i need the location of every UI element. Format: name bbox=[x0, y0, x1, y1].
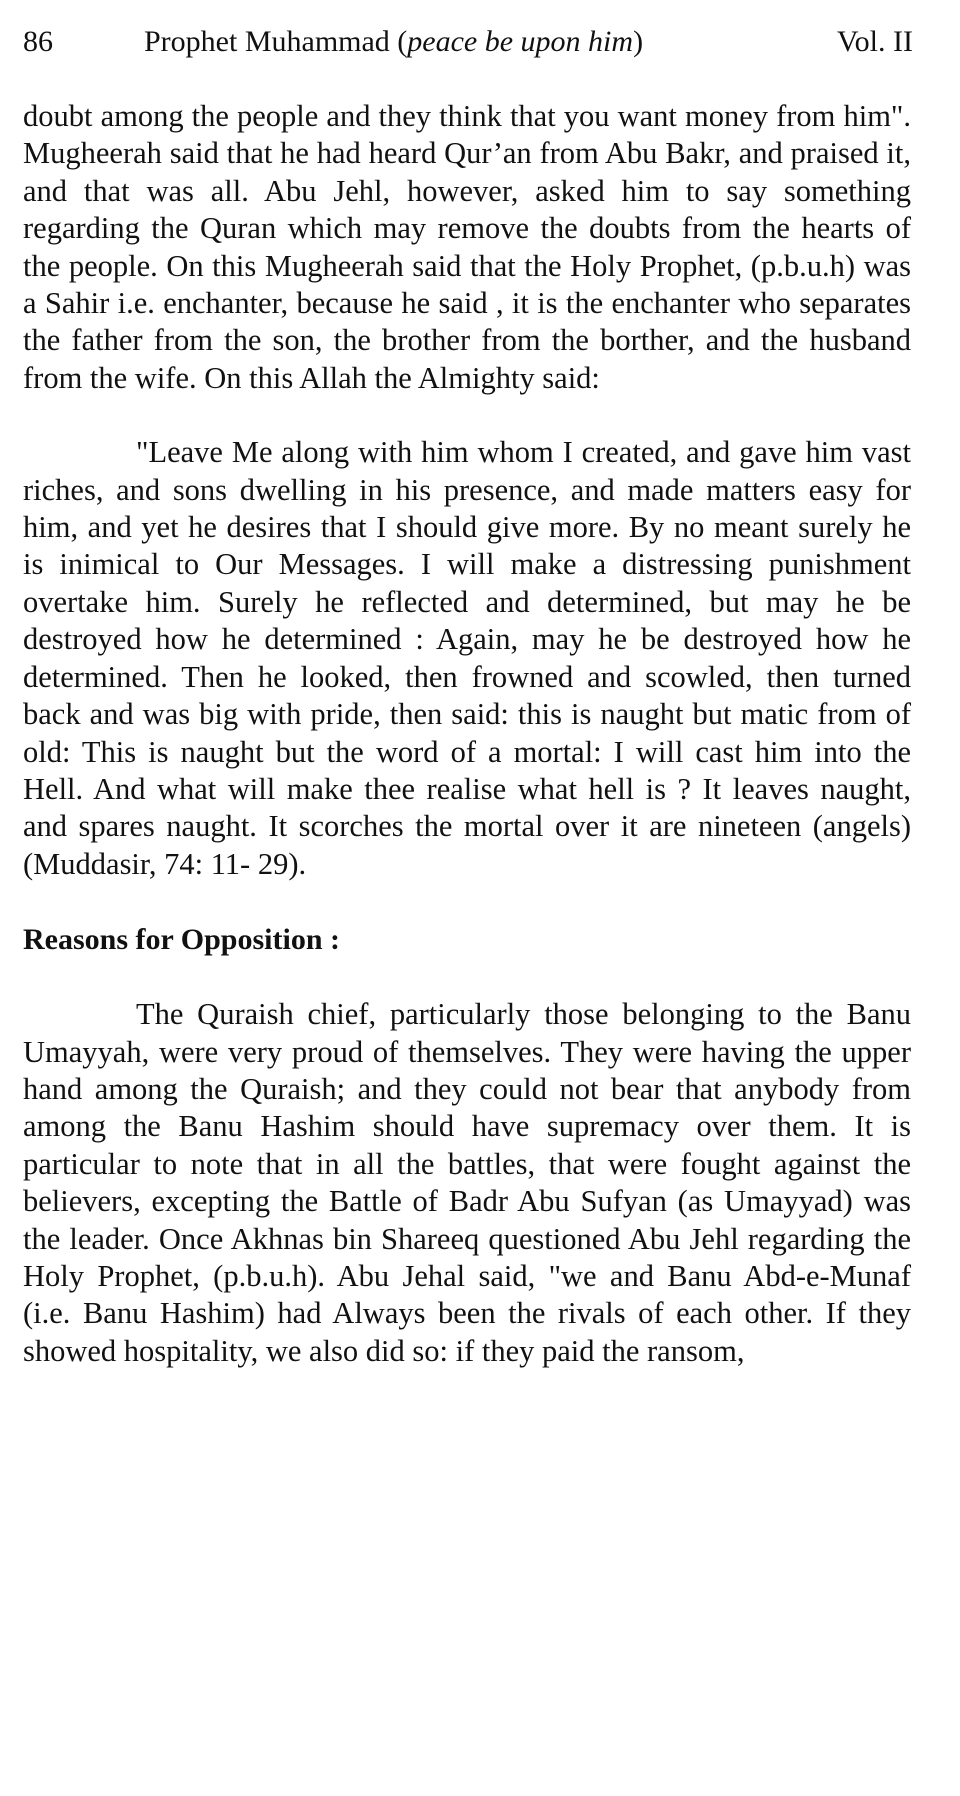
book-title-suffix: ) bbox=[633, 25, 644, 58]
section-heading: Reasons for Opposition : bbox=[23, 923, 340, 957]
volume-label: Vol. II bbox=[836, 25, 913, 58]
page-number: 86 bbox=[23, 25, 53, 58]
book-title bbox=[144, 22, 643, 62]
book-title-italic: peace be upon him bbox=[407, 25, 634, 58]
quran-quotation: "Leave Me along with him whom I created, and gave him vast riches, and sons dwelling in his presence, and made matters easy for him, and yet he desires that I should give more. By no meant surely he is inimical to Our Messages. I will make a distressing punishment overtake him. Surely he reflected and determined, but may he be destroyed how he determined : Again, may he be destroyed how he determined. Then he looked, then frowned and scowled, then turned back and was big with pride, then said: this is naught but matic from of old: This is naught but the word of a mortal: I will cast him into the Hell. And what will make thee realise what hell is ? It leaves naught, and spares naught. It scorches the mortal over it are nineteen (angels) (Muddasir, 74: 11- 29). bbox=[23, 435, 911, 881]
book-title-prefix: Prophet Muhammad ( bbox=[144, 25, 408, 58]
continuation-paragraph: doubt among the people and they think that you want money from him". Mugheerah said that he had heard Qur’an from Abu Bakr, and praised it, and that was all. Abu Jehl, however, asked him to say something regarding the Quran which may remove the doubts from the hearts of the people. On this Mugheerah said that the Holy Prophet, (p.b.u.h) was a Sahir i.e. enchanter, because he said , it is the enchanter who separates the father from the son, the brother from the borther, and the husband from the wife. On this Allah the Almighty said: bbox=[23, 99, 911, 395]
running-header bbox=[23, 22, 913, 62]
body-text bbox=[23, 98, 911, 1370]
opposition-paragraph: The Quraish chief, particularly those belonging to the Banu Umayyah, were very proud of themselves. They were having the upper hand among the Quraish; and they could not bear that anybody from among the Banu Hashim should have supremacy over them. It is particular to note that in all the battles, that were fought against the believers, excepting the Battle of Badr Abu Sufyan (as Umayyad) was the leader. Once Akhnas bin Shareeq questioned Abu Jehl regarding the Holy Prophet, (p.b.u.h). Abu Jehal said, "we and Banu Abd-e-Munaf (i.e. Banu Hashim) had Always been the rivals of each other. If they showed hospitality, we also did so: if they paid the ransom, bbox=[23, 997, 911, 1368]
